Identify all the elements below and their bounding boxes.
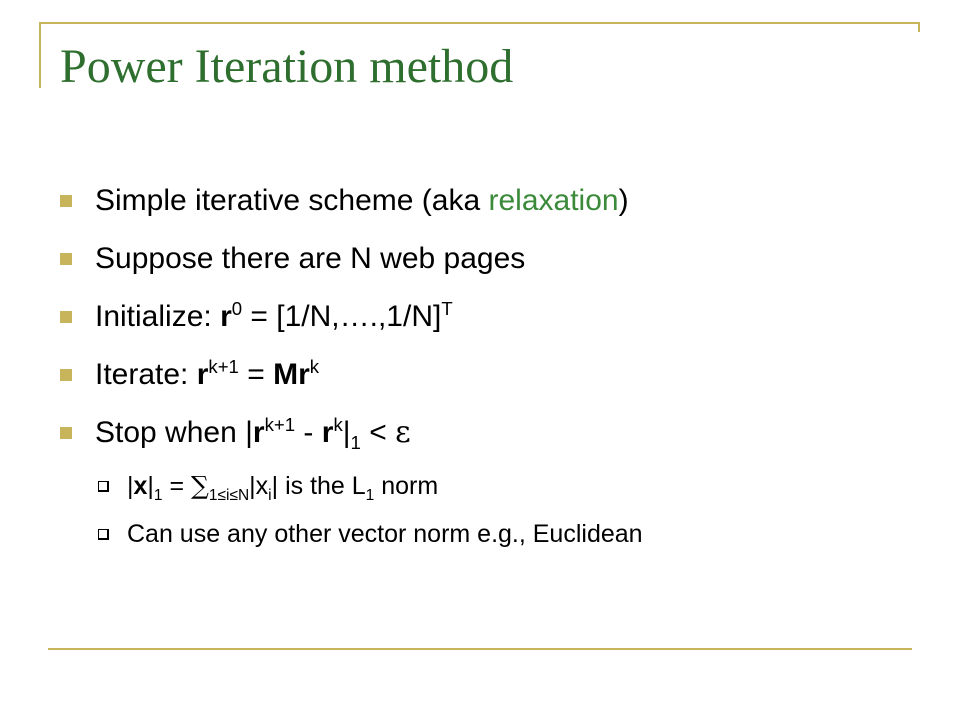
bullet-square-icon — [60, 311, 72, 323]
sup-k1: k+1 — [208, 356, 239, 377]
bar: | — [342, 416, 351, 449]
var-r1: r — [252, 416, 265, 449]
sup-k: k — [333, 414, 343, 435]
label: Initialize: — [95, 300, 221, 333]
bullet-square-icon — [60, 427, 72, 439]
less-than: < — [360, 416, 396, 449]
sub-i: i — [268, 487, 272, 504]
sup-k1: k+1 — [264, 414, 296, 435]
var-r2: r — [321, 416, 334, 449]
minus: - — [295, 416, 322, 449]
bar: | — [127, 472, 134, 500]
frame-left-line — [39, 22, 41, 88]
rhs: = [1/N,….,1/N] — [242, 300, 442, 333]
subbullet-text: Can use any other vector norm e.g., Euclidean — [127, 520, 643, 548]
var-r: r — [196, 358, 209, 391]
sup-0: 0 — [231, 298, 243, 319]
equals: = — [162, 472, 192, 500]
sub-1: 1 — [153, 487, 163, 504]
frame-top-line — [39, 22, 920, 24]
bullet-stop — [60, 404, 920, 462]
equals: = — [238, 358, 274, 391]
sub-L1: 1 — [365, 487, 375, 504]
bullet-text-end: ) — [618, 184, 629, 217]
sup-T: T — [441, 298, 453, 319]
bullet-square-icon — [60, 195, 72, 207]
matrix-Mr: Mr — [273, 358, 310, 391]
bullet-square-icon — [60, 253, 72, 265]
bullet-list — [60, 172, 920, 558]
hollow-square-icon — [98, 481, 109, 492]
bullet-web-pages — [60, 230, 920, 288]
bullet-iterate — [60, 346, 920, 404]
abs-x: |x — [249, 472, 269, 500]
bar2: | — [147, 472, 154, 500]
subbullet-euclidean — [60, 510, 920, 558]
var-x: x — [133, 472, 148, 500]
sum-symbol: ∑ — [191, 471, 209, 500]
frame-right-tick — [918, 22, 920, 32]
epsilon: ε — [395, 415, 411, 450]
sub-1: 1 — [350, 432, 361, 453]
highlight-relaxation: relaxation — [488, 184, 619, 217]
bullet-initialize — [60, 288, 920, 346]
bottom-rule — [48, 648, 912, 650]
sum-range: 1≤i≤N — [208, 487, 250, 504]
slide-title: Power Iteration method — [60, 40, 514, 93]
var-r: r — [220, 300, 232, 333]
bullet-text: Simple iterative scheme (aka — [95, 184, 489, 217]
subbullet-l1-norm — [60, 462, 920, 510]
bullet-text: Suppose there are N web pages — [95, 242, 526, 275]
hollow-square-icon — [98, 529, 109, 540]
rest: | is the L — [271, 472, 366, 500]
label: Iterate: — [95, 358, 197, 391]
bullet-relaxation — [60, 172, 920, 230]
norm: norm — [374, 472, 439, 500]
sup-k: k — [309, 356, 320, 377]
bullet-square-icon — [60, 369, 72, 381]
label: Stop when | — [95, 416, 253, 449]
